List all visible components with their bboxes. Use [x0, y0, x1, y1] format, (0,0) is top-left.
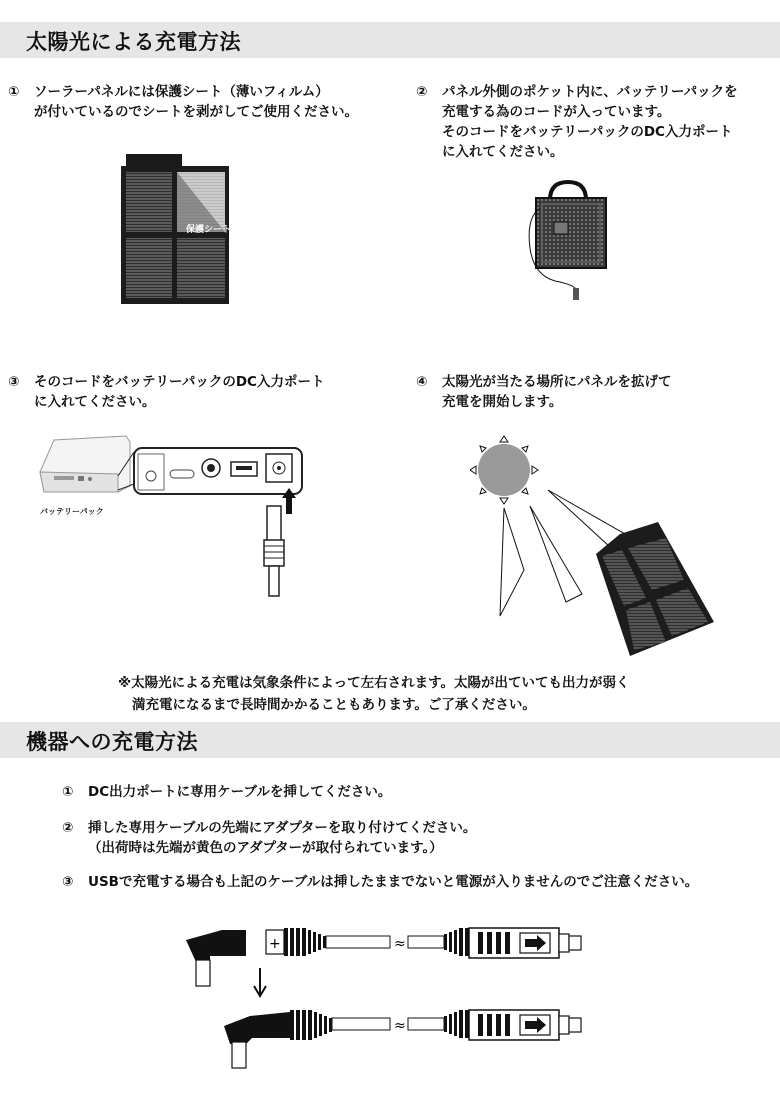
step-text-line: 充電を開始します。: [442, 394, 563, 410]
section-header-solar: [0, 22, 780, 58]
step-number: ④: [416, 374, 428, 390]
step-number: ③: [62, 874, 74, 890]
svg-text:+: +: [269, 936, 281, 952]
section-title-device: 機器への充電方法: [26, 730, 198, 754]
step-text-line: 挿した専用ケーブルの先端にアダプターを取り付けてください。: [88, 820, 477, 836]
step-text-line: そのコードをバッテリーパックのDC入力ポート: [34, 374, 325, 390]
note-line: 満充電になるまで長時間かかることもあります。ご了承ください。: [132, 697, 536, 713]
step-text-line: に入れてください。: [442, 144, 564, 160]
panel-pocket-cord-illustration: [520, 178, 610, 308]
step-number: ②: [416, 84, 428, 100]
cable-adapter-illustration: [180, 920, 590, 1080]
step-text-line: USBで充電する場合も上記のケーブルは挿したままでないと電源が入りませんのでご注意ください。: [88, 874, 699, 890]
section-header-device: [0, 722, 780, 758]
step-number: ③: [8, 374, 20, 390]
protective-sheet-label: 保護シート: [186, 225, 232, 235]
sun-panel-illustration: [470, 430, 722, 662]
step-text-line: 太陽光が当たる場所にパネルを拡げて: [442, 374, 672, 390]
step-text-line: が付いているのでシートを剥がしてご使用ください。: [34, 104, 358, 120]
step-text-line: そのコードをバッテリーパックのDC入力ポート: [442, 124, 733, 140]
step-number: ①: [8, 84, 20, 100]
step-text-line: パネル外側のポケット内に、バッテリーパックを: [442, 84, 738, 100]
step-text-line: 充電する為のコードが入っています。: [442, 104, 671, 120]
step-text-line: （出荷時は先端が黄色のアダプターが取付られています。）: [88, 840, 443, 856]
step-number: ②: [62, 820, 74, 836]
note-line: ※太陽光による充電は気象条件によって左右されます。太陽が出ていても出力が弱く: [118, 675, 630, 691]
step-number: ①: [62, 784, 74, 800]
solar-note: [118, 672, 630, 716]
svg-text:≈: ≈: [394, 1018, 406, 1034]
step-text-line: に入れてください。: [34, 394, 156, 410]
step-text-line: DC出力ポートに専用ケーブルを挿してください。: [88, 784, 392, 800]
sun-icon: [470, 436, 538, 504]
step-text-line: ソーラーパネルには保護シート（薄いフィルム）: [34, 84, 329, 100]
svg-text:≈: ≈: [394, 936, 406, 952]
section-title-solar: 太陽光による充電方法: [26, 30, 241, 54]
battery-pack-label: バッテリーパック: [40, 507, 104, 516]
